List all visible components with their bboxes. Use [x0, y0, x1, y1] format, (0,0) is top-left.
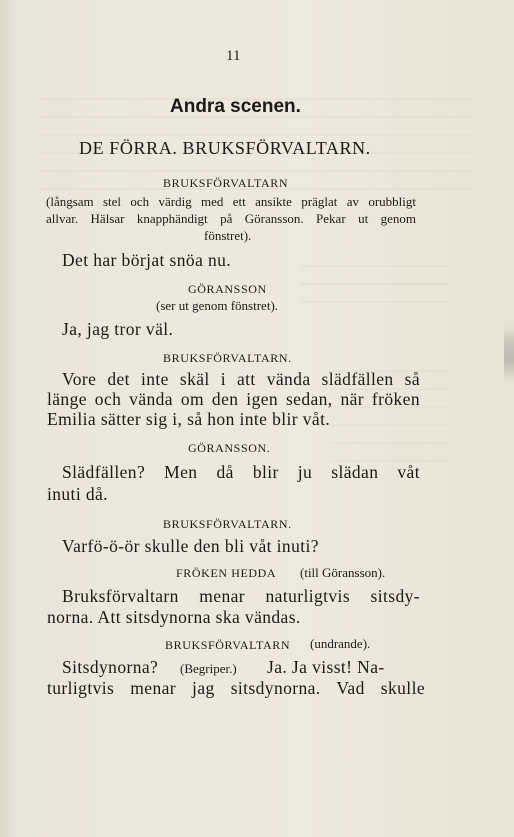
- stage-direction: (ser ut genom fönstret).: [156, 298, 279, 313]
- stage-direction: allvar. Hälsar knapphändigt på Göransson. Pekar ut genom: [46, 211, 416, 226]
- speaker-bruksforvaltarn: BRUKSFÖRVALTARN: [165, 638, 291, 652]
- dialogue-line: Ja, jag tror väl.: [62, 319, 174, 339]
- dialogue-line: inuti då.: [47, 484, 108, 504]
- dialogue-line: Slädfällen? Men då blir ju slädan våt: [62, 462, 420, 482]
- speaker-bruksforvaltarn: BRUKSFÖRVALTARN.: [163, 351, 292, 365]
- speaker-bruksforvaltarn: BRUKSFÖRVALTARN: [163, 176, 289, 190]
- stage-direction: (Begriper.): [180, 661, 237, 676]
- speaker-bruksforvaltarn: BRUKSFÖRVALTARN.: [163, 517, 292, 531]
- speaker-goransson: GÖRANSSON: [188, 282, 267, 296]
- stage-direction: (långsam stel och värdig med ett ansikte präglat av orubbligt: [46, 194, 416, 209]
- stage-direction: (undrande).: [310, 636, 371, 651]
- dialogue-line: Sitsdynorna?: [62, 657, 159, 677]
- dialogue-line: Det har börjat snöa nu.: [62, 250, 232, 270]
- dialogue-line: Ja. Ja visst! Na-: [267, 657, 385, 677]
- dialogue-line: Emilia sätter sig i, så hon inte blir våt.: [47, 409, 331, 429]
- bleed-through-texture-2: [300, 255, 450, 315]
- speaker-goransson: GÖRANSSON.: [188, 441, 271, 455]
- dialogue-line: länge och vända om den igen sedan, när fröken: [47, 389, 420, 409]
- dialogue-line: turligtvis menar jag sitsdynorna. Vad skulle: [47, 678, 425, 698]
- dialogue-line: norna. Att sitsdynorna ska vändas.: [47, 607, 301, 627]
- page-edge-mark: [504, 325, 514, 383]
- stage-direction: (till Göransson).: [300, 565, 386, 580]
- page-number: 11: [226, 48, 241, 64]
- stage-direction: fönstret).: [204, 228, 252, 243]
- dialogue-line: Bruksförvaltarn menar naturligtvis sitsdy-: [62, 586, 420, 606]
- dialogue-line: Varfö-ö-ör skulle den bli våt inuti?: [62, 536, 319, 556]
- scene-title: Andra scenen.: [170, 96, 301, 117]
- dialogue-line: Vore det inte skäl i att vända slädfällen så: [62, 369, 420, 389]
- speaker-froken-hedda: FRÖKEN HEDDA: [176, 566, 277, 580]
- cast-line: DE FÖRRA. BRUKSFÖRVALTARN.: [79, 138, 371, 158]
